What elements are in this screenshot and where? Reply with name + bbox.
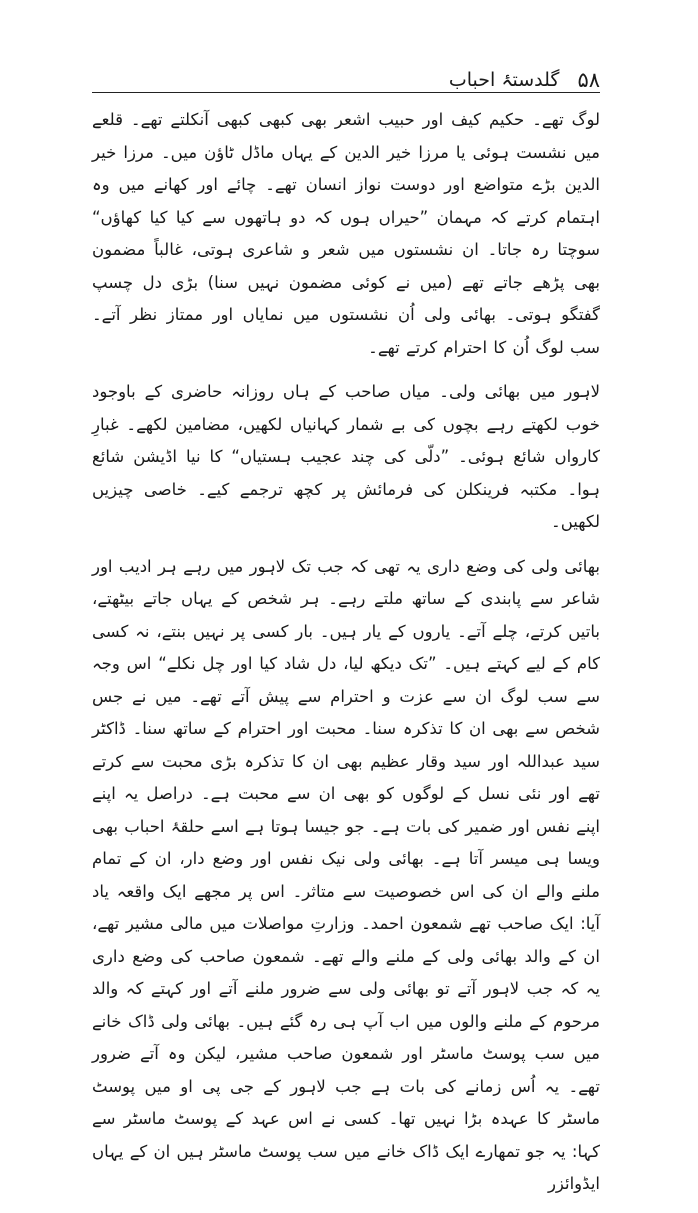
- header-rule: [92, 92, 600, 93]
- body-text: [92, 104, 600, 1213]
- running-title: گلدستۂ احباب: [448, 69, 560, 91]
- paragraph-3: بھائی ولی کی وضع داری یہ تھی کہ جب تک لاہور میں رہے ہر ادیب اور شاعر سے پابندی کے ساتھ ملتے رہے۔ ہر شخص کے یہاں جاتے بیٹھتے، باتیں کرتے، چلے آتے۔ یاروں کے یار ہیں۔ بار کسی پر نہیں بنتے، نہ کسی کام کے لیے کہتے ہیں۔ ”تک دیکھ لیا، دل شاد کیا اور چل نکلے“ اس وجہ سے سب لوگ ان سے عزت و احترام سے پیش آتے تھے۔ میں نے جس شخص سے بھی ان کا تذکرہ سنا۔ محبت اور احترام کے ساتھ سنا۔ ڈاکٹر سید عبداللہ اور سید وقار عظیم بھی ان کا تذکرہ بڑی محبت سے کرتے تھے اور نئی نسل کے لوگوں کو بھی ان سے محبت ہے۔ دراصل یہ اپنے اپنے نفس اور ضمیر کی بات ہے۔ جو جیسا ہوتا ہے اسے حلقۂ احباب بھی ویسا ہی میسر آتا ہے۔ بھائی ولی نیک نفس اور وضع دار، ان کے تمام ملنے والے ان کی اس خصوصیت سے متاثر۔ اس پر مجھے ایک واقعہ یاد آیا: ایک صاحب تھے شمعون احمد۔ وزارتِ مواصلات میں مالی مشیر تھے، ان کے والد بھائی ولی کے ملنے والے تھے۔ شمعون صاحب کی وضع داری یہ کہ جب لاہور آتے تو بھائی ولی سے ضرور ملنے آتے اور کہتے کہ والد مرحوم کے ملنے والوں میں اب آپ ہی رہ گئے ہیں۔ بھائی ولی ڈاک خانے میں سب پوسٹ ماسٹر اور شمعون صاحب مشیر، لیکن وہ آتے ضرور تھے۔ یہ اُس زمانے کی بات ہے جب لاہور کے جی پی او میں پوسٹ ماسٹر کا عہدہ بڑا نہیں تھا۔ کسی نے اس عہد کے پوسٹ ماسٹر سے کہا: یہ جو تمھارے ایک ڈاک خانے میں سب پوسٹ ماسٹر ہیں ان کے یہاں ایڈوائزر: [92, 556, 600, 1193]
- paragraph-2: لاہور میں بھائی ولی۔ میاں صاحب کے ہاں روزانہ حاضری کے باوجود خوب لکھتے رہے بچوں کی بے شمار کہانیاں لکھیں، مضامین لکھے۔ غبارِ کارواں شائع ہوئی۔ ”دلّی کی چند عجیب ہستیاں“ کا نیا اڈیشن شائع ہوا۔ مکتبہ فرینکلن کی فرمائش پر کچھ ترجمے کیے۔ خاصی چیزیں لکھیں۔: [92, 382, 600, 531]
- paragraph-1: لوگ تھے۔ حکیم کیف اور حبیب اشعر بھی کبھی کبھی آنکلتے تھے۔ قلعے میں نشست ہوئی یا مرزا خیر الدین کے یہاں ماڈل ٹاؤن میں۔ مرزا خیر الدین بڑے متواضع اور دوست نواز انسان تھے۔ چائے اور کھانے میں وہ اہتمام کرتے کہ مہمان ”حیراں ہوں کہ دو ہاتھوں سے کیا کیا کھاؤں“ سوچتا رہ جاتا۔ ان نشستوں میں شعر و شاعری ہوتی، غالباً مضمون بھی پڑھے جاتے تھے (میں نے کوئی مضمون نہیں سنا) بڑی دل چسپ گفتگو ہوتی۔ بھائی ولی اُن نشستوں میں نمایاں اور ممتاز نظر آتے۔ سب لوگ اُن کا احترام کرتے تھے۔: [92, 110, 600, 357]
- page-header: [92, 62, 600, 92]
- page-number: ۵۸: [577, 68, 600, 92]
